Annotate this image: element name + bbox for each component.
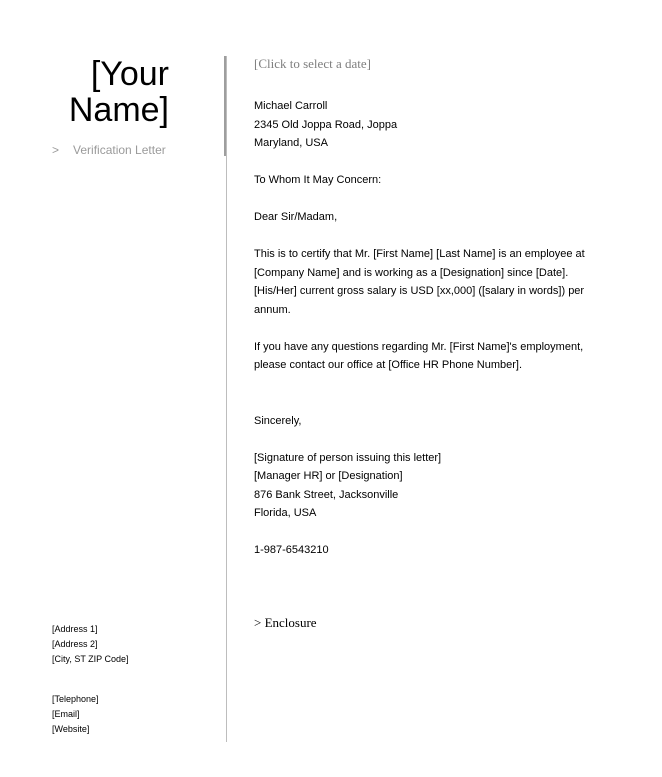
date-picker-field[interactable]: [Click to select a date] <box>254 56 371 71</box>
sender-name[interactable] <box>0 56 169 128</box>
to-whom-line: To Whom It May Concern: <box>254 174 382 186</box>
body-line: [Company Name] and is working as a [Designation] since [Date]. <box>254 266 569 279</box>
chevron-right-icon: > <box>52 143 60 157</box>
salutation: Dear Sir/Madam, <box>254 211 338 223</box>
sender-contact-block[interactable] <box>52 692 99 737</box>
telephone-field: [Telephone] <box>52 694 99 704</box>
subtitle-text: Verification Letter <box>73 143 166 157</box>
recipient-region: Maryland, USA <box>254 137 328 149</box>
body-line: [His/Her] current gross salary is USD [xx,000] ([salary in words]) per <box>254 285 585 297</box>
body-line: please contact our office at [Office HR Phone Number]. <box>254 359 523 371</box>
sender-name-line-2: Name] <box>68 91 169 129</box>
body-paragraph-1 <box>254 245 614 319</box>
signature-line: Florida, USA <box>254 507 317 519</box>
address-line-2: [Address 2] <box>52 639 98 649</box>
recipient-block <box>254 97 614 153</box>
body-line: This is to certify that Mr. [First Name] [Last Name] is an employee at <box>254 248 585 260</box>
sender-address-block[interactable] <box>52 622 129 667</box>
phone-number: 1-987-6543210 <box>254 544 329 556</box>
sender-name-line-1: [Your <box>90 55 169 93</box>
signature-block <box>254 449 614 523</box>
email-field: [Email] <box>52 709 80 719</box>
body-line: annum. <box>254 303 291 316</box>
signature-line: 876 Bank Street, Jacksonville <box>254 488 399 501</box>
recipient-name: Michael Carroll <box>254 100 328 112</box>
document-subtitle <box>52 143 166 157</box>
body-paragraph-2 <box>254 338 614 375</box>
address-city-line: [City, ST ZIP Code] <box>52 654 129 664</box>
website-field: [Website] <box>52 724 90 734</box>
letter-body[interactable] <box>254 97 614 560</box>
address-line-1: [Address 1] <box>52 624 98 634</box>
recipient-street: 2345 Old Joppa Road, Joppa <box>254 118 398 131</box>
signature-line: [Signature of person issuing this letter] <box>254 451 442 464</box>
closing: Sincerely, <box>254 414 302 427</box>
body-line: If you have any questions regarding Mr. [First Name]'s employment, <box>254 340 584 353</box>
column-divider <box>226 56 227 742</box>
signature-line: [Manager HR] or [Designation] <box>254 470 403 482</box>
enclosure-line[interactable]: > Enclosure <box>254 615 317 630</box>
